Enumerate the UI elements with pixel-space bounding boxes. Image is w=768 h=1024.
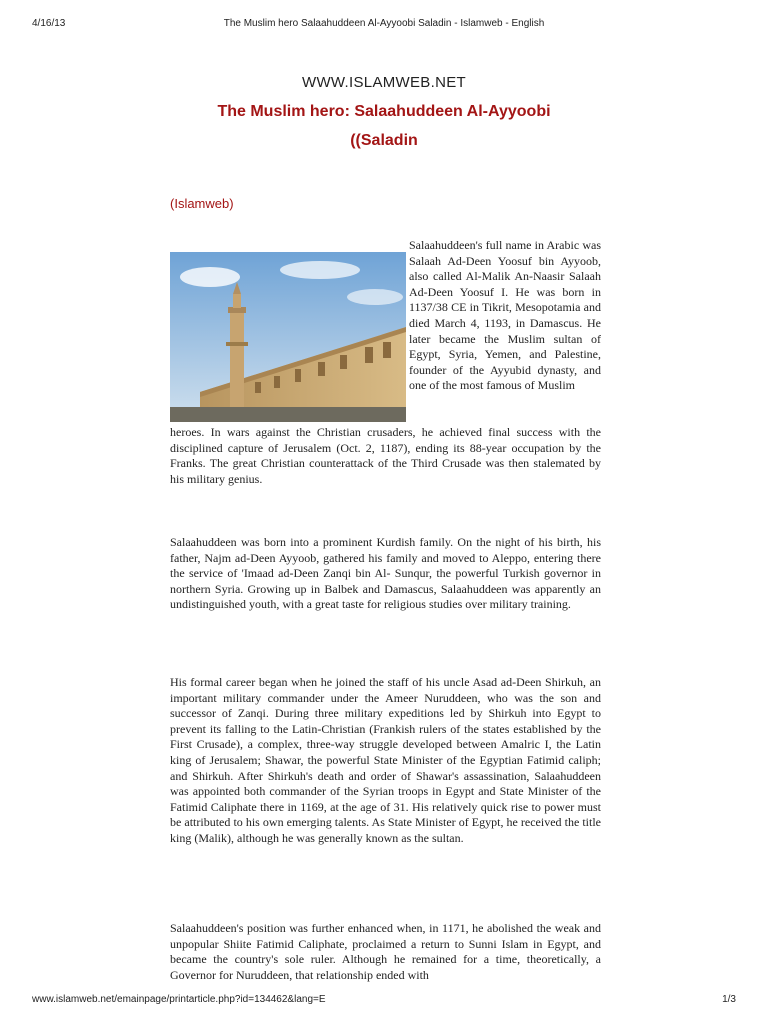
article-title-continued: ((Saladin xyxy=(350,132,418,149)
site-name: WWW.ISLAMWEB.NET xyxy=(302,74,466,91)
mosque-photo xyxy=(170,252,406,422)
print-header xyxy=(0,14,768,30)
print-date: 4/16/13 xyxy=(32,18,66,29)
paragraph-4: Salaahuddeen's position was further enhanced when, in 1171, he abolished the weak and unpopular Shiite Fatimid Caliphate, proclaimed a return to Sunni Islam in Egypt, and became the country's sole ruler. Although he remained for a time, theoretically, a Governor for Nuruddeen, that relationship ended with xyxy=(170,921,601,982)
article-title: The Muslim hero: Salaahuddeen Al-Ayyoobi xyxy=(217,103,551,120)
page-number: 1/3 xyxy=(722,994,736,1005)
print-page-title: The Muslim hero Salaahuddeen Al-Ayyoobi Saladin - Islamweb - English xyxy=(223,18,545,29)
paragraph-1-continued: heroes. In wars against the Christian crusaders, he achieved final success with the disciplined capture of Jerusalem (Oct. 2, 1187), ending its 88-year occupation by the Franks. The great Christian counterattack of the Third Crusade was then stalemated by his military genius. xyxy=(170,425,601,486)
print-url: www.islamweb.net/emainpage/printarticle.php?id=134462&lang=E xyxy=(32,994,326,1005)
paragraph-2: Salaahuddeen was born into a prominent Kurdish family. On the night of his birth, his father, Najm ad-Deen Ayyoob, gathered his family and moved to Aleppo, entering there the service of 'Imaad ad-Deen Zanqi bin Al- Sunqur, the powerful Turkish governor in northern Syria. Growing up in Balbek and Damascus, Salaahuddeen was apparently an undistinguished youth, with a great taste for religious studies over military training. xyxy=(170,535,601,612)
paragraph-1-side: Salaahuddeen's full name in Arabic was Salaah Ad-Deen Yoosuf bin Ayyoob, also called Al-Malik An-Naasir Salaah Ad-Deen Yoosuf I. He was born in 1137/38 CE in Tikrit, Mesopotamia and died March 4, 1193, in Damascus. He later became the Muslim sultan of Egypt, Syria, Yemen, and Palestine, founder of the Ayyubid dynasty, and one of the most famous of Muslim xyxy=(409,238,601,393)
print-footer xyxy=(0,994,768,1010)
article-source: (Islamweb) xyxy=(170,196,234,211)
paragraph-3: His formal career began when he joined the staff of his uncle Asad ad-Deen Shirkuh, an important military commander under the Ameer Nuruddeen, who was the son and successor of Zanqi. During three military expeditions led by Shirkuh into Egypt to prevent its falling to the Latin-Christian (Frankish rulers of the states established by the First Crusade), a complex, three-way struggle developed between Amalric I, the Latin king of Jerusalem; Shawar, the powerful State Minister of the Egyptian Fatimid caliph; and Shirkuh. After Shirkuh's death and order of Shawar's assassination, Salaahuddeen was appointed both commander of the Syrian troops in Egypt and State Minister of the Fatimid Caliphate there in 1169, at the age of 31. His relatively quick rise to power must be attributed to his own emerging talents. As State Minister of Egypt, he received the title king (Malik), although he was generally known as the sultan. xyxy=(170,675,601,845)
